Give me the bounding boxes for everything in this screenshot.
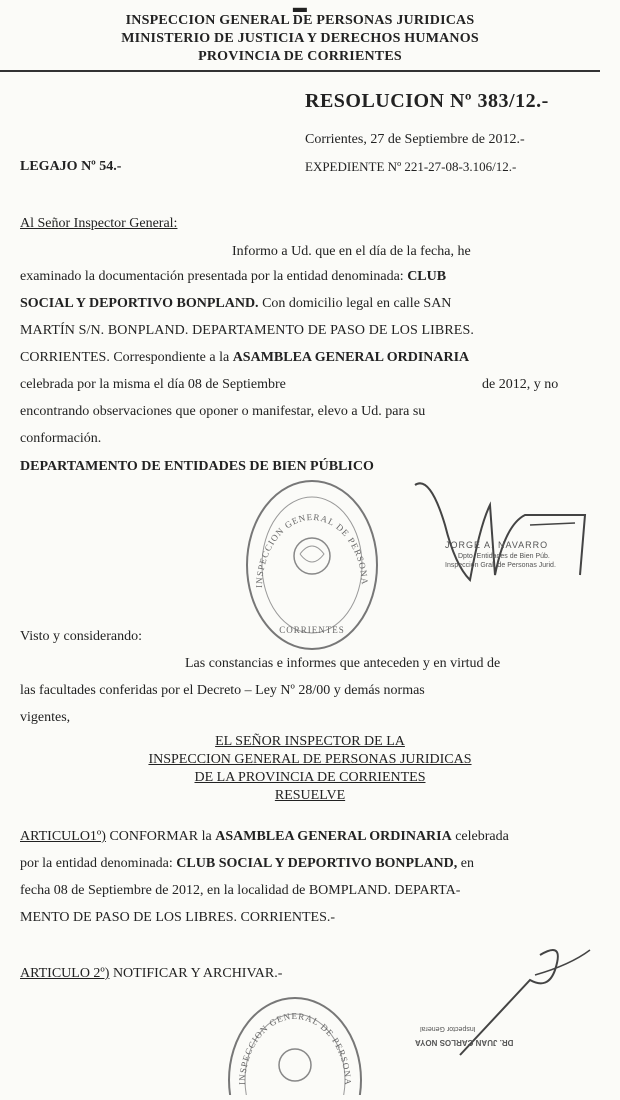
report-line-6a: celebrada por la misma el día 08 de Septiembre: [20, 377, 286, 392]
resuelve-line-1: EL SEÑOR INSPECTOR DE LA: [215, 734, 405, 749]
report-line-8: conformación.: [20, 431, 102, 446]
considerando-line-2: las facultades conferidas por el Decreto – Ley Nº 28/00 y demás normas: [20, 683, 425, 698]
header-line-2: MINISTERIO DE JUSTICIA Y DERECHOS HUMANOS: [121, 31, 479, 46]
official-seal: [244, 478, 380, 652]
articulo-1-text-l2c: en: [460, 856, 474, 871]
articulo-1-entity: CLUB SOCIAL Y DEPORTIVO BONPLAND,: [176, 856, 458, 871]
assembly-type: ASAMBLEA GENERAL ORDINARIA: [232, 350, 470, 365]
expediente-number: EXPEDIENTE Nº 221-27-08-3.106/12.-: [305, 159, 517, 174]
header-line-3: PROVINCIA DE CORRIENTES: [198, 49, 402, 64]
articulo-1-assembly: ASAMBLEA GENERAL ORDINARIA: [215, 829, 452, 844]
report-line-2: [20, 265, 600, 288]
report-line-6b: de 2012, y no: [482, 377, 559, 392]
articulo-2-label: ARTICULO 2º): [20, 966, 110, 981]
considerando-heading: Visto y considerando:: [20, 629, 143, 644]
report-line-2-text: examinado la documentación presentada por la entidad denominada:: [20, 269, 404, 284]
header-mark: ▬: [292, 1, 308, 16]
articulo-2: [20, 962, 282, 985]
articulo-2-text: NOTIFICAR Y ARCHIVAR.-: [112, 966, 283, 981]
resuelve-line-3: DE LA PROVINCIA DE CORRIENTES: [194, 770, 426, 785]
signer-1-name: JORGE A. NAVARRO: [445, 540, 549, 550]
report-line-3: [20, 292, 600, 315]
signer-1-line-1: Dpto. Entidades de Bien Púb.: [458, 553, 550, 560]
articulo-1-line-2: [20, 852, 600, 875]
entity-name-part-1: CLUB: [407, 269, 447, 284]
entity-name-part-2: SOCIAL Y DEPORTIVO BONPLAND.: [20, 296, 259, 311]
signer-2-name: DR. JUAN CARLOS NOYA: [415, 1038, 514, 1047]
header-line-1: INSPECCION GENERAL DE PERSONAS JURIDICAS: [125, 13, 475, 28]
articulo-1-text-a: CONFORMAR la: [109, 829, 212, 844]
articulo-1-line-4: MENTO DE PASO DE LOS LIBRES. CORRIENTES.-: [20, 910, 336, 925]
resolution-date: Corrientes, 27 de Septiembre de 2012.-: [305, 132, 525, 147]
resuelve-line-4: RESUELVE: [274, 788, 346, 803]
resolution-title: RESOLUCION Nº 383/12.-: [305, 90, 549, 112]
articulo-1-line-1: [20, 825, 600, 848]
resuelve-line-2: INSPECCION GENERAL DE PERSONAS JURIDICAS: [148, 752, 472, 767]
official-seal-2: [225, 995, 365, 1086]
seal-bottom-text: CORRIENTES: [279, 625, 345, 635]
report-line-5-text: CORRIENTES. Correspondiente a la: [20, 350, 230, 365]
seal-ring-text: INSPECCION GENERAL DE PERSONA: [253, 511, 371, 589]
seal-2-ring-text: INSPECCION GENERAL DE PERSONA: [236, 1010, 354, 1086]
department-name: DEPARTAMENTO DE ENTIDADES DE BIEN PÚBLICO: [20, 459, 374, 474]
articulo-1-label: ARTICULO1º): [20, 829, 106, 844]
signer-1-line-2: Inspección Gral. de Personas Jurid.: [445, 562, 556, 569]
articulo-1-text-c: celebrada: [455, 829, 509, 844]
header-divider: [0, 70, 600, 72]
signer-2-line-1: Inspector General: [420, 1025, 476, 1032]
articulo-1-text-l2a: por la entidad denominada:: [20, 856, 173, 871]
considerando-line-1: Las constancias e informes que anteceden y en virtud de: [185, 656, 501, 671]
articulo-1-line-3: fecha 08 de Septiembre de 2012, en la localidad de BOMPLAND. DEPARTA-: [20, 883, 461, 898]
considerando-line-3: vigentes,: [20, 710, 71, 725]
report-line-5: [20, 346, 600, 369]
report-line-1: Informo a Ud. que en el día de la fecha, he: [232, 244, 471, 259]
report-line-4: MARTÍN S/N. BONPLAND. DEPARTAMENTO DE PASO DE LOS LIBRES.: [20, 323, 474, 338]
greeting: Al Señor Inspector General:: [20, 216, 178, 231]
report-line-3-text: Con domicilio legal en calle SAN: [262, 296, 452, 311]
report-line-7: encontrando observaciones que oponer o manifestar, elevo a Ud. para su: [20, 404, 426, 419]
legajo-number: LEGAJO Nº 54.-: [20, 159, 122, 174]
signature-1: [410, 465, 600, 595]
